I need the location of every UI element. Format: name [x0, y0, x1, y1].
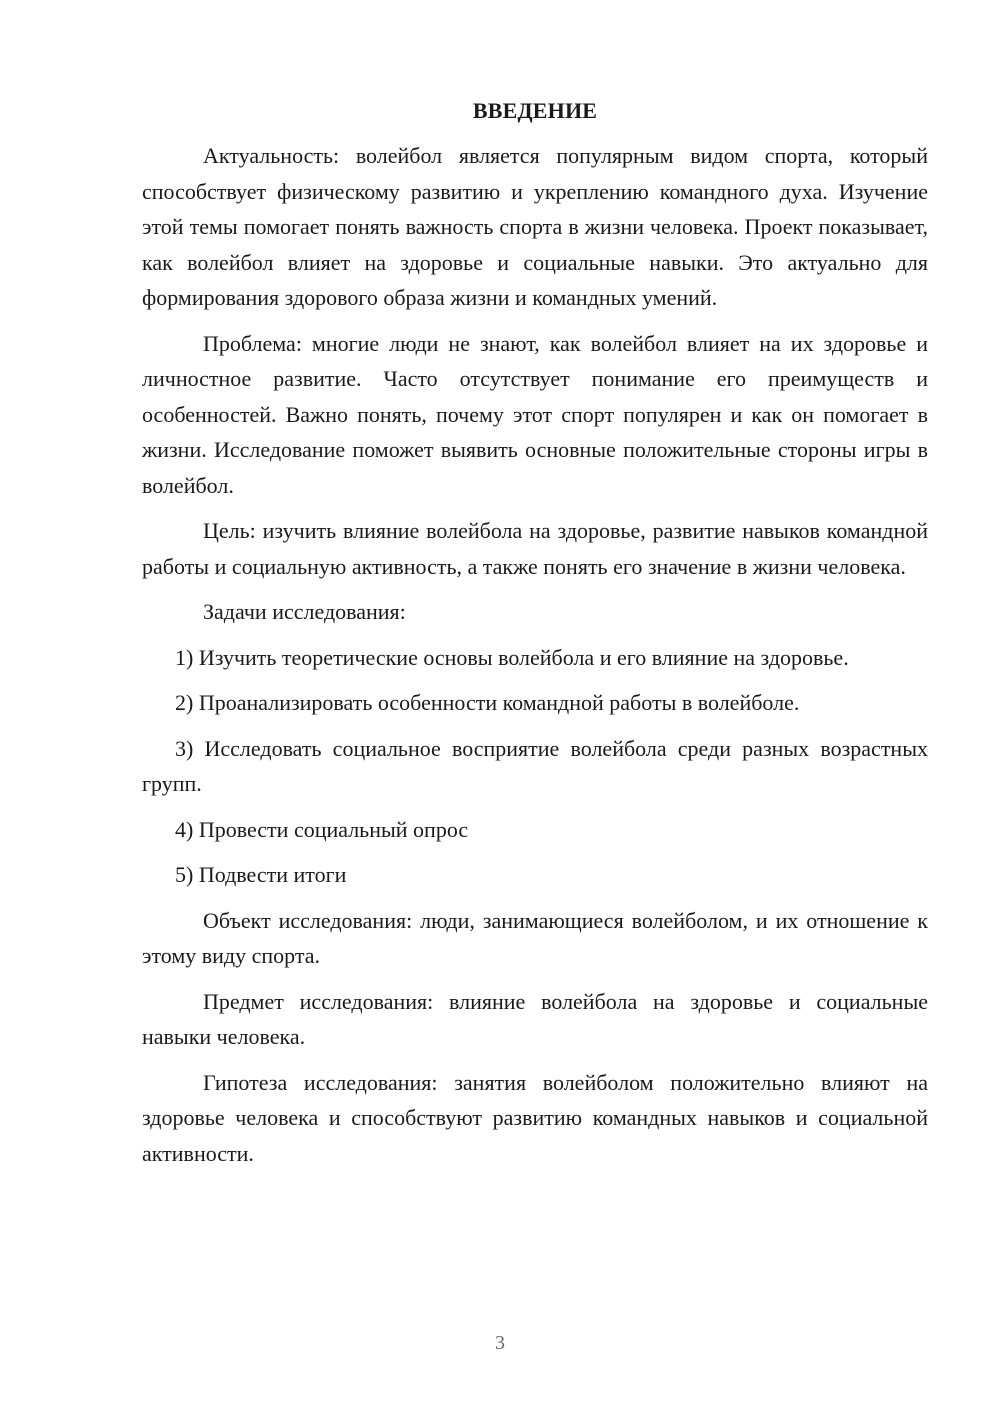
page-number: 3	[495, 1332, 505, 1354]
subject-paragraph: Предмет исследования: влияние волейбола на здоровье и социальные навыки человека.	[142, 988, 928, 1049]
object-paragraph: Объект исследования: люди, занимающиеся волейболом, и их отношение к этому виду спорта.	[142, 907, 928, 968]
task-item-3: 3) Исследовать социальное восприятие волейбола среди разных возрастных групп.	[142, 735, 928, 796]
task-item-1: 1) Изучить теоретические основы волейбола и его влияние на здоровье.	[175, 644, 849, 670]
section-title: ВВЕДЕНИЕ	[472, 98, 598, 123]
task-item-2: 2) Проанализировать особенности командной работы в волейболе.	[175, 690, 800, 715]
task-item-5: 5) Подвести итоги	[175, 862, 347, 887]
task-item-4: 4) Провести социальный опрос	[175, 816, 469, 842]
document-page	[142, 96, 928, 1181]
tasks-heading: Задачи исследования:	[203, 599, 406, 624]
problem-paragraph: Проблема: многие люди не знают, как волейбол влияет на их здоровье и личностное развитие. Часто отсутствует понимание его преимуществ и особенностей. Важно понять, почему этот спорт популярен и как он помогает в жизни. Исследование поможет выявить основные положительные стороны игры в волейбол.	[142, 330, 928, 498]
relevance-paragraph: Актуальность: волейбол является популярным видом спорта, который способствует физическому развитию и укреплению командного духа. Изучение этой темы помогает понять важность спорта в жизни человека. Проект показывает, как волейбол влияет на здоровье и социальные навыки. Это актуально для формирования здорового образа жизни и командных умений.	[142, 143, 928, 310]
hypothesis-paragraph: Гипотеза исследования: занятия волейболом положительно влияют на здоровье человека и способствуют развитию командных навыков и социальной активности.	[142, 1069, 928, 1166]
goal-paragraph: Цель: изучить влияние волейбола на здоровье, развитие навыков командной работы и социальную активность, а также понять его значение в жизни человека.	[142, 518, 928, 579]
